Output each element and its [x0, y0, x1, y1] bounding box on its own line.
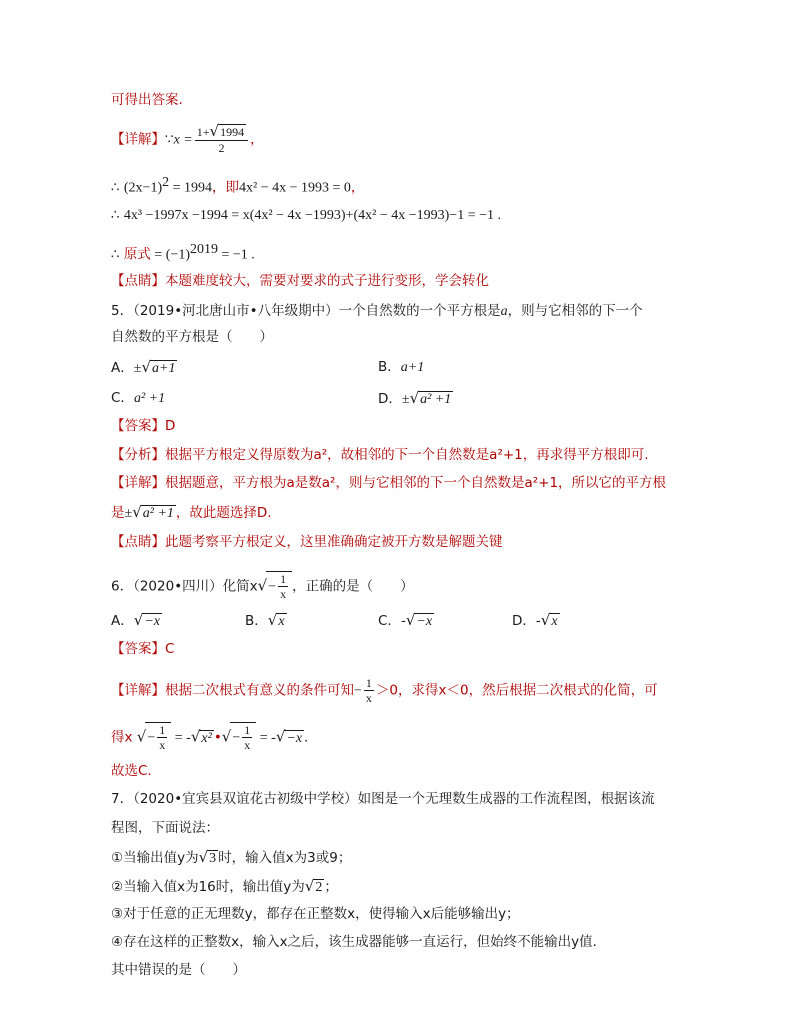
fraction-denominator: x: [244, 738, 251, 752]
q5-option-c: [111, 389, 165, 408]
radicand: x²: [201, 730, 212, 746]
option-label: A．: [111, 360, 134, 376]
detail-text: 是: [111, 505, 125, 521]
question-7-line-2: 程图，下面说法：: [111, 820, 219, 836]
point-tag: 【点睛】: [111, 273, 165, 289]
statement-1: ①当输出值y为√3 时，输入值x为3或9；: [111, 848, 352, 866]
question-text: 如图是一个无理数生成器的工作流程图，根据该流: [357, 791, 655, 807]
statement-text: ；: [324, 879, 338, 895]
fraction-denominator: x: [159, 738, 166, 752]
radicand: [145, 722, 171, 752]
answer-value: D: [165, 418, 176, 434]
equals: = -: [171, 730, 191, 746]
option-label: D．: [378, 391, 402, 407]
detail-line-1: [111, 124, 264, 155]
detail-text: 得x: [111, 729, 133, 746]
point-line: [111, 272, 489, 290]
radicand: 2: [315, 880, 323, 895]
q5-option-a: A．±√a+1: [111, 358, 176, 376]
variable: a: [500, 304, 508, 319]
radicand: 3: [209, 851, 217, 866]
therefore-symbol: ∴: [111, 246, 120, 263]
fraction: [157, 723, 167, 752]
expression: = (−1): [150, 247, 191, 263]
statement-4: ④存在这样的正整数x，输入x之后，该生成器能够一直运行，但始终不能输出y值．: [111, 934, 607, 950]
radicand: −x: [416, 614, 433, 629]
radicand: [266, 571, 292, 601]
option-label: D．: [512, 613, 536, 629]
fraction-numerator: 1: [365, 676, 372, 690]
fraction-denominator: 2: [218, 141, 225, 155]
q6-option-b: B．√x: [245, 611, 285, 629]
fraction-numerator: 1+: [196, 125, 210, 139]
q5-point-line: [111, 533, 503, 551]
q6-answer-line: [111, 640, 174, 658]
plus-minus: ±: [124, 506, 133, 521]
analysis-text: 根据平方根定义得原数为a²，故相邻的下一个自然数是a²+1，再求得平方根即可.: [165, 447, 649, 463]
q6-choose-line: 故选C.: [111, 763, 152, 779]
fraction-numerator: 1: [159, 723, 166, 737]
radicand: x: [551, 614, 558, 629]
detail-text: 根据二次根式有意义的条件可知: [165, 682, 354, 699]
fraction-denominator: x: [280, 587, 287, 601]
fraction: [364, 676, 374, 705]
analysis-tag: 【分析】: [111, 447, 165, 463]
q5-answer-line: [111, 417, 175, 435]
equation: 4x² − 4x − 1993 = 0: [239, 180, 351, 196]
option-label: A．: [111, 613, 134, 629]
therefore-symbol: ∴: [111, 179, 120, 196]
therefore-symbol: ∴: [111, 207, 120, 223]
fraction: $\frac{1+√1994}{2}$: [195, 124, 248, 155]
q5-analysis-line: [111, 446, 649, 464]
x-equals: x =: [173, 132, 193, 148]
because-symbol: ∵: [165, 131, 174, 148]
expression: (2x−1): [123, 180, 163, 196]
minus-sign: −: [232, 730, 241, 746]
question-text: ，则与它相邻的下一个: [507, 303, 643, 319]
connector-text: ，即: [212, 179, 240, 196]
option-label: C．: [378, 613, 401, 629]
expression: = −1 .: [218, 247, 255, 263]
question-5-line-2: 自然数的平方根是（ ）: [111, 329, 273, 345]
q5-detail-line-1: [111, 474, 666, 492]
minus-sign: −: [354, 683, 362, 699]
q5-detail-line-2: 是±√a² +1 ，故此题选择D.: [111, 503, 272, 521]
point-text: 本题难度较大，需要对要求的式子进行变形，学会转化: [165, 273, 489, 289]
original-expression-label: 原式: [123, 246, 151, 263]
q5-option-b: [378, 358, 424, 377]
minus-sign: -: [400, 613, 406, 629]
point-tag: 【点睛】: [111, 534, 165, 550]
exponent: 2019: [190, 242, 219, 257]
radicand: 1994: [220, 125, 245, 139]
fraction-numerator: 1: [244, 723, 251, 737]
punctuation: ，: [250, 131, 264, 148]
radicand: a² +1: [420, 392, 452, 407]
question-6-line-1: 6．（2020•四川）化简x√− $\frac{1}{x}$ ，正确的是（ ）: [111, 572, 414, 601]
question-number: 7．: [111, 791, 134, 807]
question-source: （2020•宜宾县双谊花古初级中学校）: [133, 791, 358, 807]
dot-operator: •: [213, 729, 222, 746]
radicand: −x: [286, 730, 303, 746]
detail-text: ＞0，求得x＜0，然后根据二次根式的化简，可: [375, 682, 658, 699]
fraction: [278, 572, 288, 601]
question-5-line-1: [111, 302, 643, 321]
question-number: 5．: [111, 303, 134, 319]
radicand: −x: [144, 614, 160, 629]
option-label: B．: [245, 613, 268, 629]
punctuation: .: [304, 729, 309, 746]
minus-sign: −: [268, 579, 277, 595]
minus-sign: −: [147, 730, 156, 746]
minus-sign: -: [535, 613, 541, 629]
fraction-denominator: x: [365, 691, 372, 705]
fraction: [242, 723, 252, 752]
fraction-numerator: 1: [280, 572, 287, 586]
answer-value: C: [165, 641, 175, 657]
answer-tag: 【答案】: [111, 641, 165, 657]
detail-tag: 【详解】: [111, 475, 165, 491]
question-text: 化简x: [222, 578, 258, 595]
question-source: （2019•河北唐山市•八年级期中）: [133, 303, 339, 319]
exponent: 2: [162, 175, 170, 190]
question-number: 6．: [111, 578, 134, 595]
long-equation: 4x³ −1997x −1994 = x(4x² − 4x −1993)+(4x² − 4x −1993)−1 = −1 .: [123, 208, 501, 223]
question-text: 一个自然数的一个平方根是: [338, 303, 501, 319]
detail-text: ，故此题选择D.: [175, 505, 272, 521]
plus-minus: ±: [133, 361, 142, 376]
expression: = 1994: [169, 180, 213, 196]
answer-tag: 【答案】: [111, 418, 165, 434]
detail-line-4: [111, 241, 255, 265]
punctuation: ，: [350, 179, 365, 196]
statement-text: 时，输入值x为3或9；: [218, 850, 352, 866]
detail-tag: 【详解】: [111, 682, 165, 699]
q6-option-a: A．√−x: [111, 611, 160, 629]
statement-3: ③对于任意的正无理数y，都存在正整数x，使得输入x后能够输出y；: [111, 906, 520, 922]
q6-option-d: D．-√x: [512, 611, 558, 629]
detail-text: 根据题意，平方根为a是数a²，则与它相邻的下一个自然数是a²+1，所以它的平方根: [165, 475, 667, 491]
option-value: a+1: [400, 360, 425, 375]
q6-detail-line-2: 得x √− $\frac{1}{x}$ = -√x² •√− $\frac{1}{x}$ = -√−x .: [111, 723, 309, 752]
question-7-prompt: 其中错误的是（ ）: [111, 962, 246, 978]
detail-line-2: [111, 174, 364, 198]
question-7-line-1: [111, 790, 655, 808]
plus-minus: ±: [401, 392, 410, 407]
q6-option-c: C．-√−x: [378, 611, 433, 629]
statement-text: ②当输入值x为16时，输出值y为: [111, 879, 305, 895]
q5-option-d: D．±√a² +1: [378, 389, 452, 407]
detail-line-3: [111, 206, 501, 225]
option-label: C．: [111, 390, 134, 406]
radicand: a+1: [152, 361, 176, 376]
question-text: ，正确的是（ ）: [292, 578, 414, 595]
statement-2: ②当输入值x为16时，输出值y为√2 ；: [111, 877, 338, 895]
question-source: （2020•四川）: [133, 578, 223, 595]
radicand: [230, 722, 256, 752]
radicand: a² +1: [142, 506, 174, 521]
continuation-text: 可得出答案.: [111, 92, 183, 108]
option-value: a² +1: [133, 391, 166, 406]
statement-text: ①当输出值y为: [111, 850, 199, 866]
q6-detail-line-1: [111, 676, 658, 705]
equals: = -: [256, 730, 276, 746]
option-label: B．: [378, 359, 401, 375]
point-text: 此题考察平方根定义，这里准确确定被开方数是解题关键: [165, 534, 503, 550]
detail-tag: 【详解】: [111, 131, 165, 148]
radicand: x: [278, 614, 285, 629]
